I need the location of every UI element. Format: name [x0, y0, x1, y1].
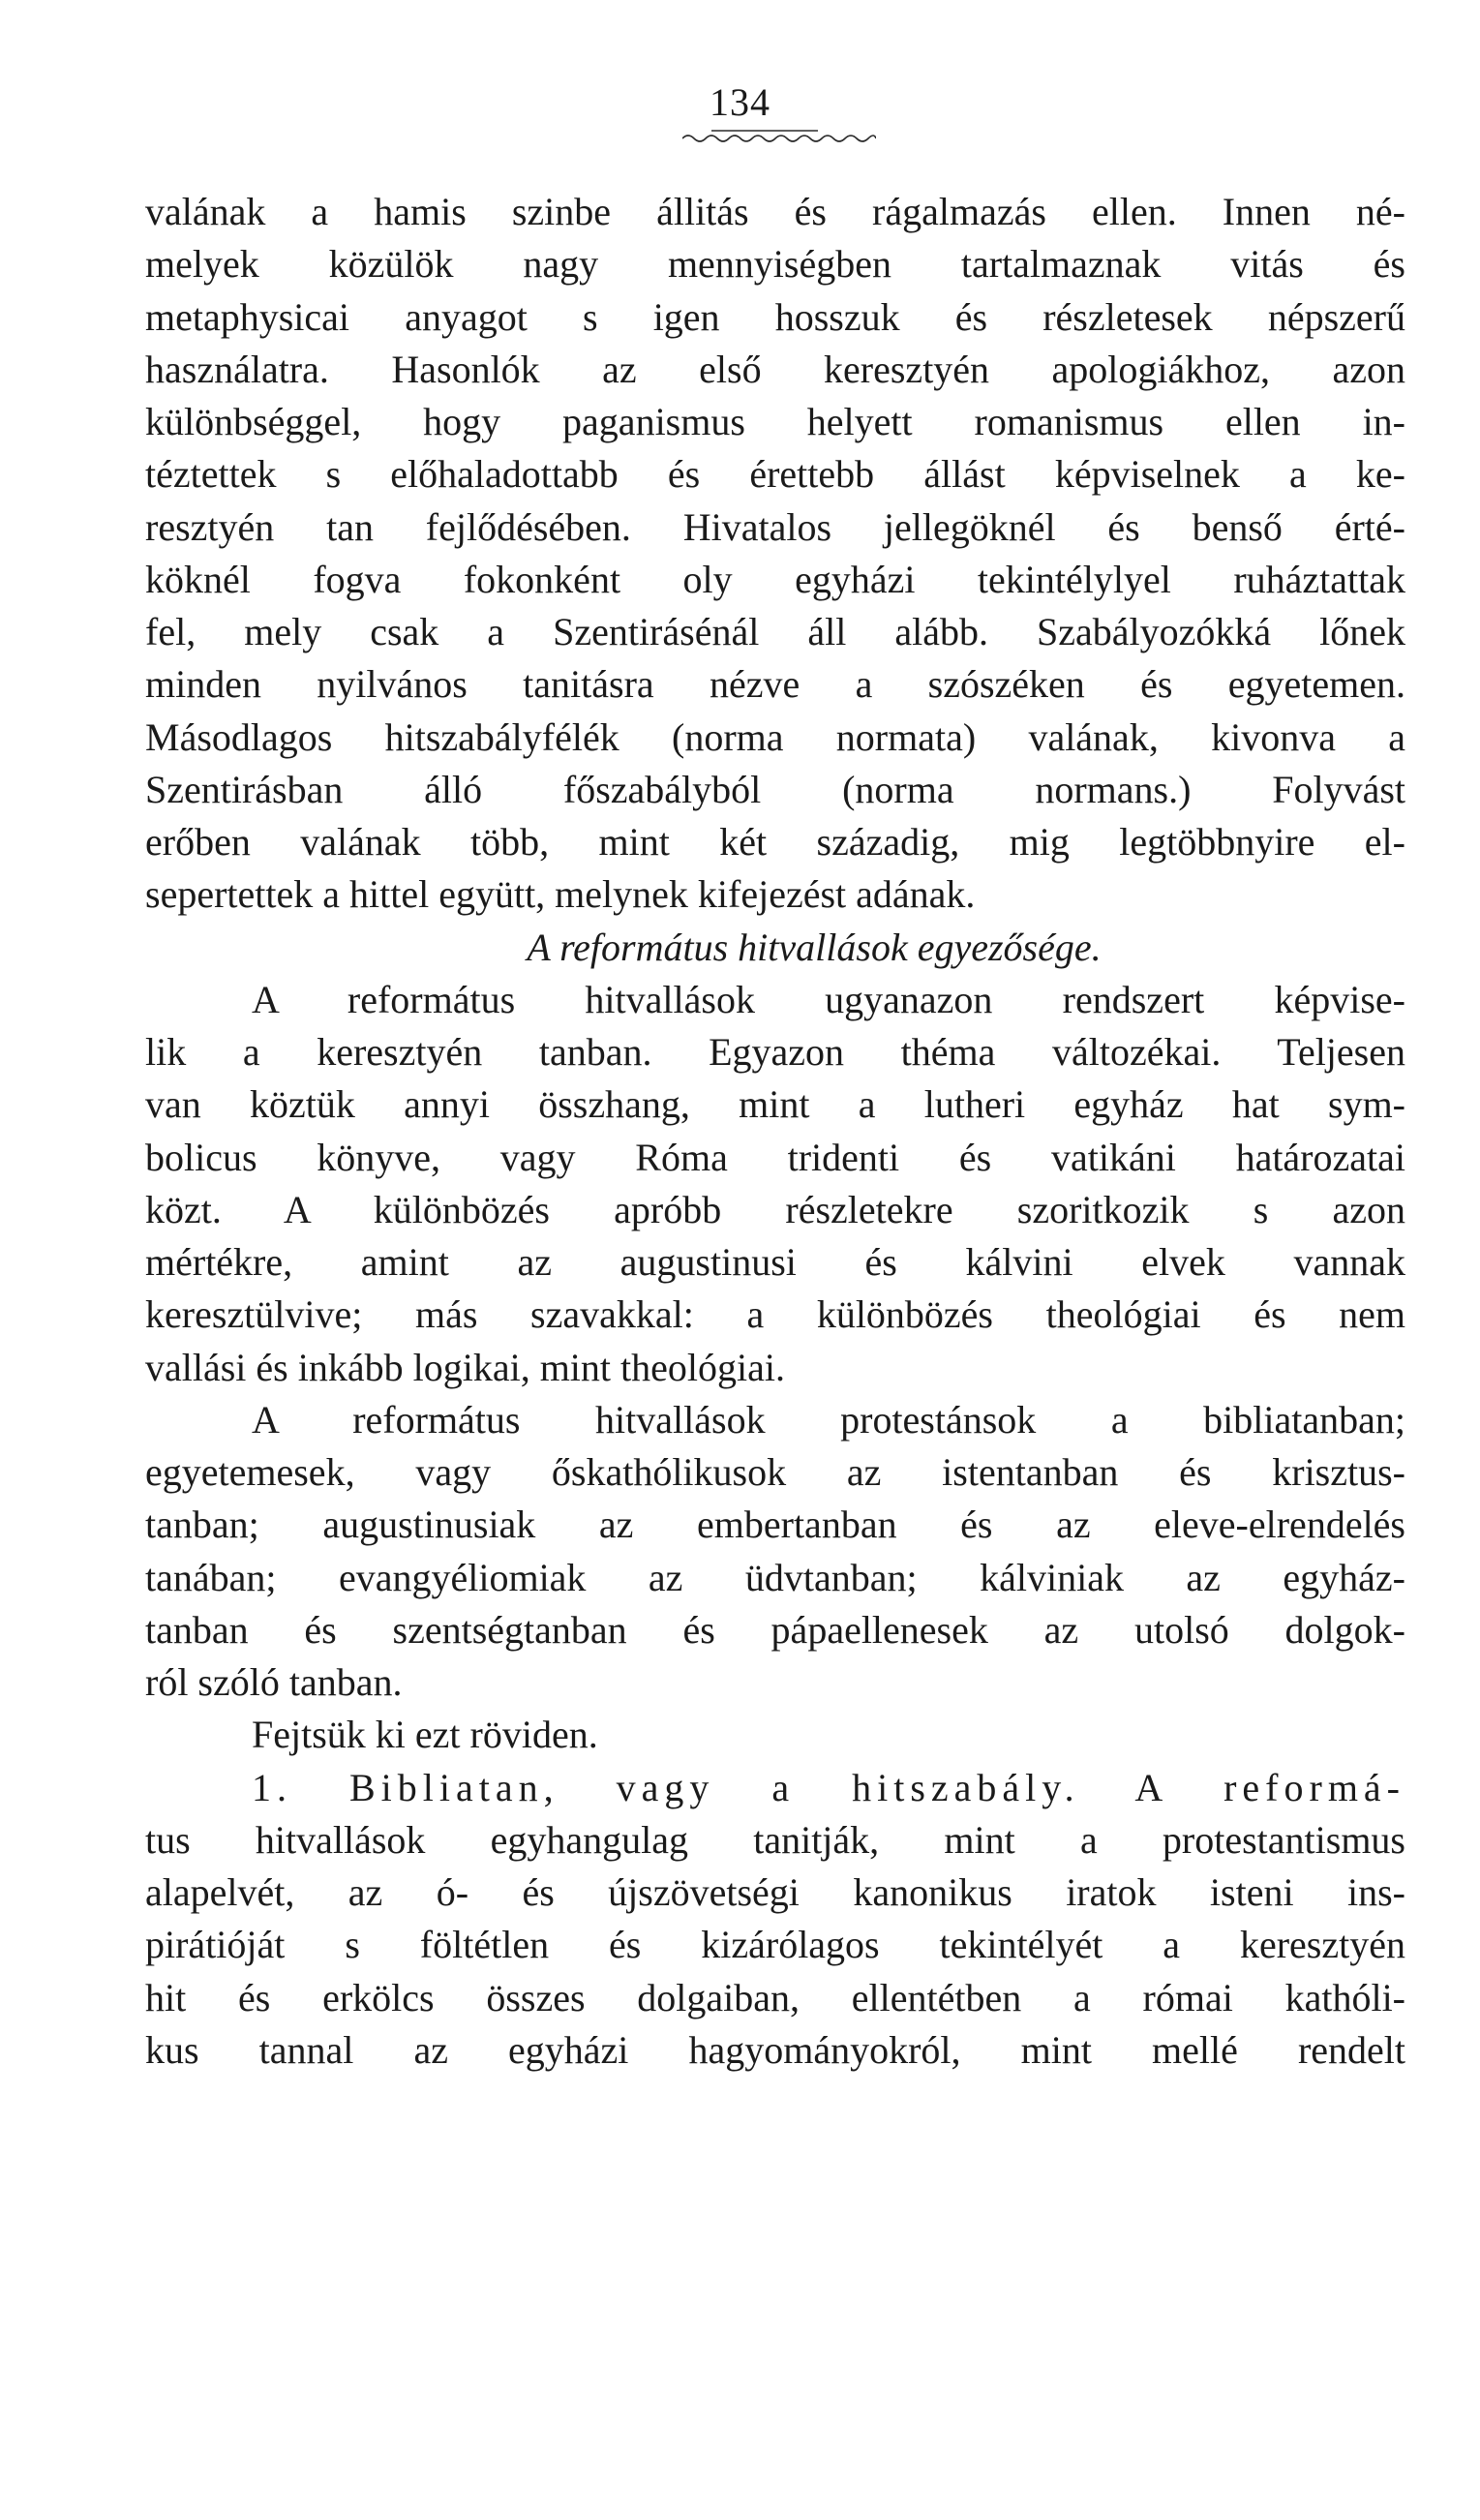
- text-line: mértékre, amint az augustinusi és kálvini elvek vannak: [145, 1240, 1405, 1284]
- text-line: fel, mely csak a Szentirásénál áll alább. Szabályozókká lőnek: [145, 610, 1405, 653]
- text-line: 1. Bibliatan, vagy a hitszabály. A reformá-: [252, 1765, 1405, 1809]
- text-line: A református hitvallások ugyanazon rendszert képvise-: [252, 977, 1405, 1021]
- text-line: valának a hamis szinbe állitás és rágalmazás ellen. Innen né-: [145, 190, 1405, 233]
- text-line: Szentirásban álló főszabályból (norma normans.) Folyvást: [145, 767, 1405, 811]
- text-line: lik a keresztyén tanban. Egyazon théma változékai. Teljesen: [145, 1030, 1405, 1074]
- page-header: [0, 79, 1480, 157]
- text-line: melyek közülök nagy mennyiségben tartalmaznak vitás és: [145, 242, 1405, 287]
- text-line: köknél fogva fokonként oly egyházi tekintélylyel ruháztattak: [145, 557, 1405, 601]
- text-line: erőben valának több, mint két századig, mig legtöbbnyire el-: [145, 820, 1405, 864]
- text-line: Másodlagos hitszabályfélék (norma normata) valának, kivonva a: [145, 714, 1405, 759]
- text-line: tanban; augustinusiak az embertanban és az eleve-elrendelés: [145, 1503, 1405, 1547]
- text-line: A református hitvallások protestánsok a bibliatanban;: [252, 1397, 1405, 1442]
- text-line: egyetemesek, vagy őskathólikusok az istentanban és krisztus-: [145, 1450, 1405, 1494]
- text-line: Fejtsük ki ezt röviden.: [252, 1713, 598, 1757]
- text-line: sepertettek a hittel együtt, melynek kifejezést adának.: [145, 872, 976, 917]
- text-line: minden nyilvános tanitásra nézve a szószéken és egyetemen.: [145, 662, 1405, 707]
- text-line: keresztülvive; más szavakkal: a különbözés theológiai és nem: [145, 1292, 1405, 1337]
- page-number: 134: [710, 80, 770, 124]
- text-line: kus tannal az egyházi hagyományokról, mint mellé rendelt: [145, 2027, 1405, 2072]
- text-line: metaphysicai anyagot s igen hosszuk és részletesek népszerű: [145, 294, 1405, 339]
- text-line: vallási és inkább logikai, mint theológiai.: [145, 1345, 785, 1389]
- text-line: használatra. Hasonlók az első keresztyén apologiákhoz, azon: [145, 347, 1405, 391]
- text-line: tanban és szentségtanban és pápaellenesek az utolsó dolgok-: [145, 1607, 1405, 1652]
- text-line: tus hitvallások egyhangulag tanitják, mint a protestantismus: [145, 1817, 1405, 1862]
- text-line: bolicus könyve, vagy Róma tridenti és vatikáni határozatai: [145, 1135, 1405, 1179]
- text-line: alapelvét, az ó- és újszövetségi kanonikus iratok isteni ins-: [145, 1870, 1405, 1914]
- section-heading: A református hitvallások egyezősége.: [527, 925, 1102, 969]
- text-line: resztyén tan fejlődésében. Hivatalos jellegöknél és benső érté-: [145, 504, 1405, 549]
- text-line: hit és erkölcs összes dolgaiban, ellentétben a római kathóli-: [145, 1975, 1405, 2019]
- text-line: ról szóló tanban.: [145, 1660, 403, 1704]
- text-line: különbséggel, hogy paganismus helyett romanismus ellen in-: [145, 400, 1405, 443]
- wavy-rule-ornament: [682, 130, 876, 147]
- body-text: [145, 186, 1405, 2077]
- text-line: közt. A különbözés apróbb részletekre szoritkozik s azon: [145, 1187, 1405, 1231]
- text-line: tanában; evangyéliomiak az üdvtanban; kálviniak az egyház-: [145, 1555, 1405, 1599]
- text-line: téztettek s előhaladottabb és érettebb állást képviselnek a ke-: [145, 452, 1405, 497]
- text-line: van köztük annyi összhang, mint a lutheri egyház hat sym-: [145, 1082, 1405, 1127]
- text-line: pirátióját s föltétlen és kizárólagos tekintélyét a keresztyén: [145, 1923, 1405, 1967]
